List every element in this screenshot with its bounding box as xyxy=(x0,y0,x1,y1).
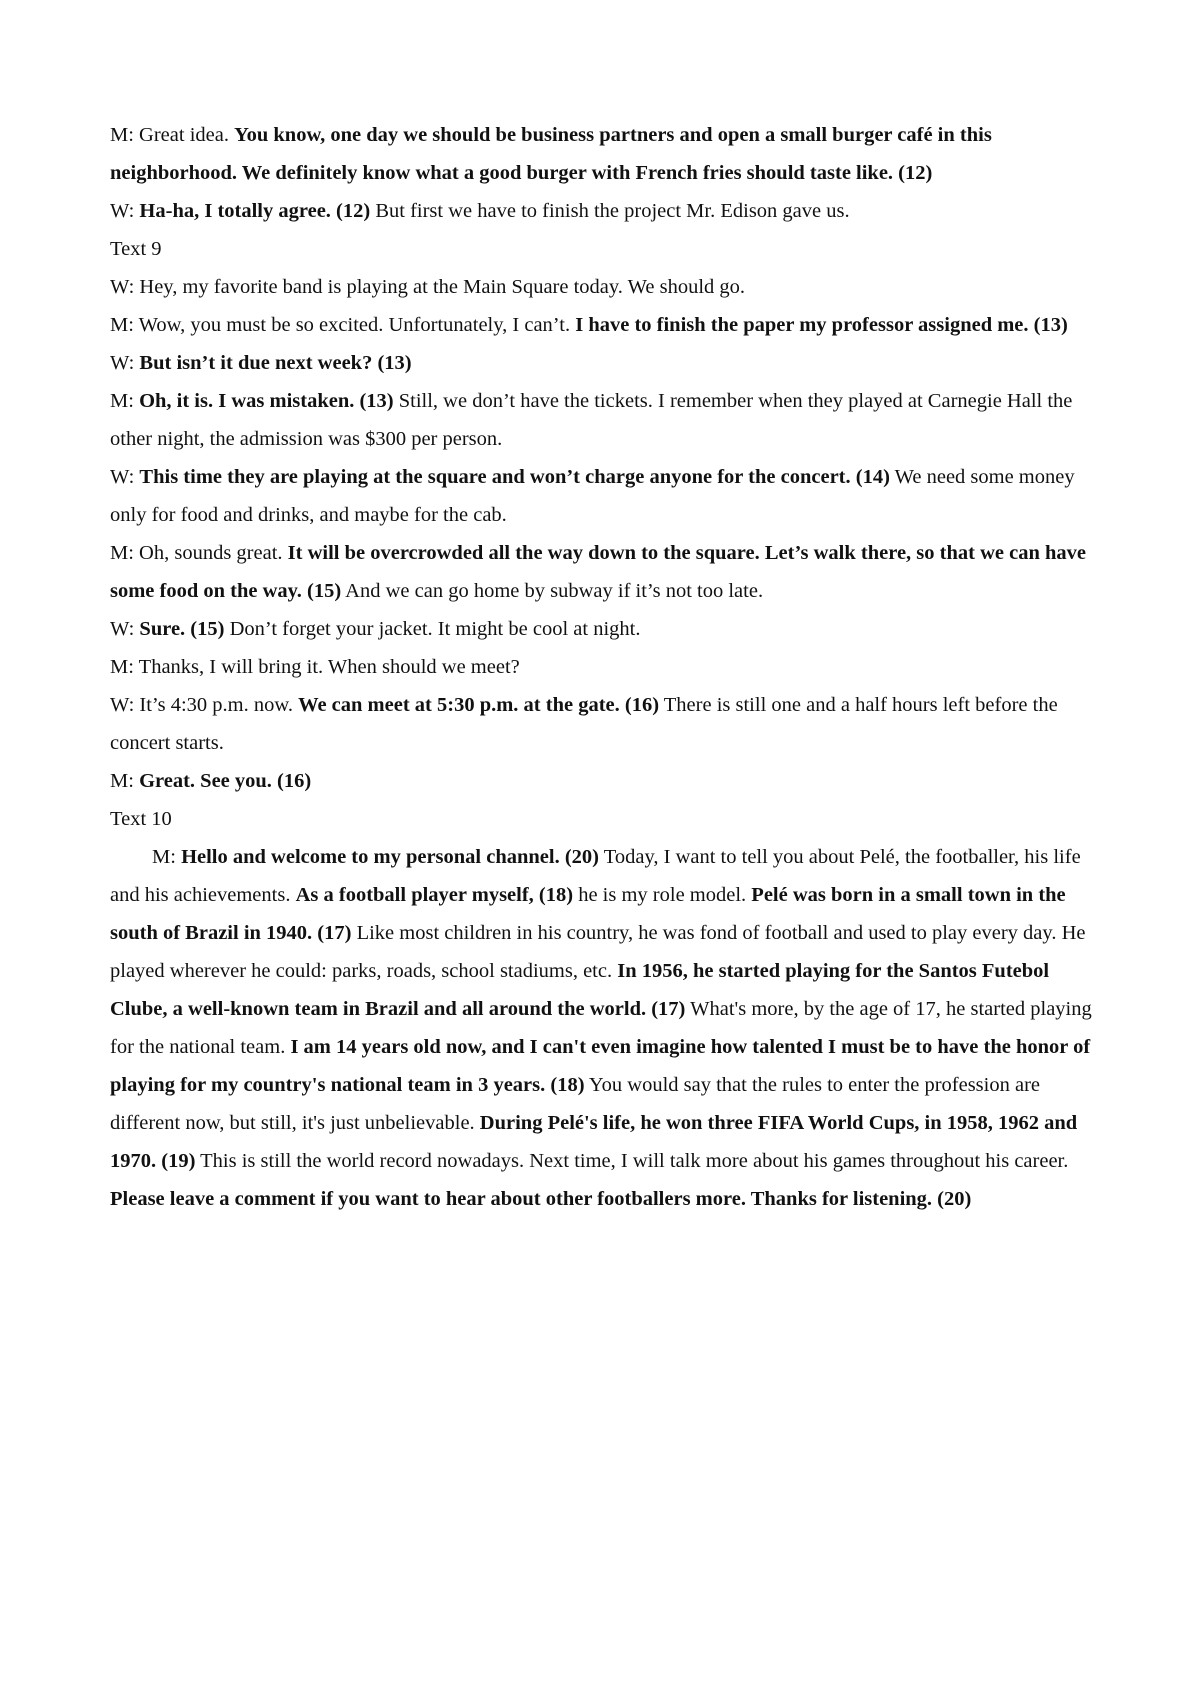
answer-text: During Pelé's life, he won three FIFA World Cups, in 1958, 1962 and 1970. (19) xyxy=(110,1112,1078,1172)
dialogue-line xyxy=(110,610,1110,648)
answer-text: But isn’t it due next week? (13) xyxy=(139,352,412,374)
transcript-text: W: xyxy=(110,466,140,488)
dialogue-line xyxy=(110,268,1110,306)
answer-text: Hello and welcome to my personal channel. (20) xyxy=(181,846,600,868)
transcript-text: What's more, by the age of 17, he started playing for the national team. xyxy=(110,998,1092,1058)
transcript-text: W: xyxy=(110,618,140,640)
answer-text: Sure. (15) xyxy=(139,618,225,640)
answer-text: This time they are playing at the square and won’t charge anyone for the concert. (14) xyxy=(139,466,890,488)
transcript-text: There is still one and a half hours left before the concert starts. xyxy=(110,694,1058,754)
dialogue-line xyxy=(110,458,1110,534)
transcript-text: But first we have to finish the project Mr. Edison gave us. xyxy=(370,200,850,222)
transcript-text: We need some money only for food and drinks, and maybe for the cab. xyxy=(110,466,1075,526)
section-heading xyxy=(110,230,1110,268)
dialogue-line xyxy=(110,382,1110,458)
transcript-text: he is my role model. xyxy=(573,884,752,906)
monologue-paragraph xyxy=(110,838,1110,1218)
answer-text: Ha-ha, I totally agree. (12) xyxy=(139,200,371,222)
transcript-text: M: Wow, you must be so excited. Unfortunately, I can’t. xyxy=(110,314,576,336)
answer-text: Great. See you. (16) xyxy=(139,770,312,792)
transcript-text: M: Great idea. xyxy=(110,124,235,146)
transcript-text: M: xyxy=(110,770,140,792)
answer-text: In 1956, he started playing for the Santos Futebol Clube, a well-known team in Brazil and all around the world. (17) xyxy=(110,960,1050,1020)
answer-text: Please leave a comment if you want to hear about other footballers more. Thanks for listening. (20) xyxy=(110,1188,972,1210)
transcript-text: W: xyxy=(110,352,140,374)
transcript-text: W: Hey, my favorite band is playing at the Main Square today. We should go. xyxy=(110,276,746,298)
dialogue-line xyxy=(110,192,1110,230)
dialogue-line xyxy=(110,762,1110,800)
transcript-text: Today, I want to tell you about Pelé, the footballer, his life and his achievements. xyxy=(110,846,1081,906)
transcript-text: And we can go home by subway if it’s not too late. xyxy=(341,580,764,602)
answer-text: Oh, it is. I was mistaken. (13) xyxy=(139,390,394,412)
transcript-text: M: Oh, sounds great. xyxy=(110,542,288,564)
dialogue-line xyxy=(110,116,1110,192)
answer-text: Pelé was born in a small town in the south of Brazil in 1940. (17) xyxy=(110,884,1066,944)
answer-text: I am 14 years old now, and I can't even imagine how talented I must be to have the honor of playing for my country's national team in 3 years. (18) xyxy=(110,1036,1091,1096)
dialogue-line xyxy=(110,648,1110,686)
transcript-text: W: It’s 4:30 p.m. now. xyxy=(110,694,299,716)
transcript-text: This is still the world record nowadays. Next time, I will talk more about his games throughout his career. xyxy=(195,1150,1069,1172)
dialogue-line xyxy=(110,306,1110,344)
answer-text: I have to finish the paper my professor assigned me. (13) xyxy=(575,314,1068,336)
answer-text: It will be overcrowded all the way down to the square. Let’s walk there, so that we can have some food on the way. (15) xyxy=(110,542,1086,602)
transcript-text: M: xyxy=(152,846,182,868)
dialogue-line xyxy=(110,344,1110,382)
answer-text: We can meet at 5:30 p.m. at the gate. (16) xyxy=(298,694,660,716)
transcript-text: Still, we don’t have the tickets. I remember when they played at Carnegie Hall the other night, the admission was $300 per person. xyxy=(110,390,1073,450)
dialogue-line xyxy=(110,686,1110,762)
transcript-text: Text 10 xyxy=(110,808,172,830)
transcript-text: M: Thanks, I will bring it. When should we meet? xyxy=(110,656,520,678)
transcript-text: W: xyxy=(110,200,140,222)
section-heading xyxy=(110,800,1110,838)
transcript-text: Like most children in his country, he was fond of football and used to play every day. He played wherever he could: parks, roads, school stadiums, etc. xyxy=(110,922,1086,982)
document-page xyxy=(110,116,1110,1218)
answer-text: As a football player myself, (18) xyxy=(295,884,574,906)
transcript-text: M: xyxy=(110,390,140,412)
dialogue-line xyxy=(110,534,1110,610)
transcript-text: You would say that the rules to enter the profession are different now, but still, it's just unbelievable. xyxy=(110,1074,1040,1134)
transcript-text: Don’t forget your jacket. It might be cool at night. xyxy=(224,618,641,640)
answer-text: You know, one day we should be business partners and open a small burger café in this neighborhood. We definitely know what a good burger with French fries should taste like. (12) xyxy=(110,124,992,184)
transcript-text: Text 9 xyxy=(110,238,162,260)
